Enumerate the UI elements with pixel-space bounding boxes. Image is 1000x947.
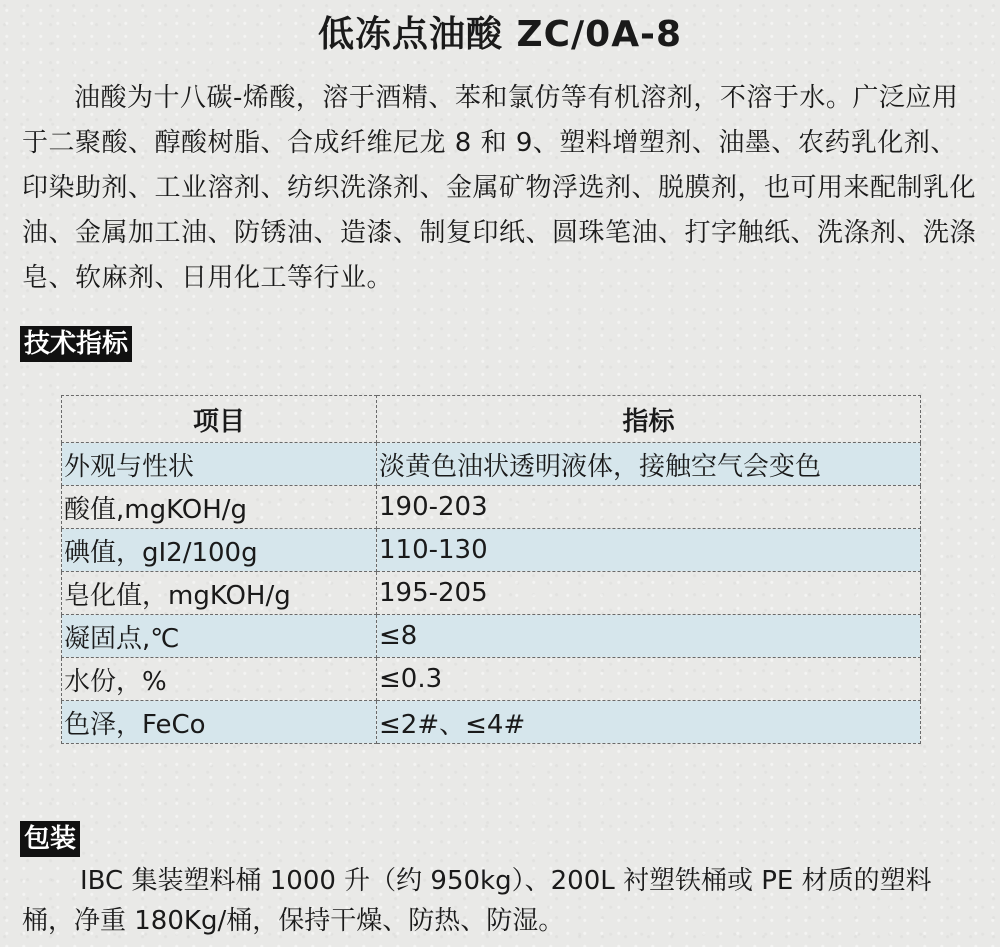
packing-section-label: 包装 bbox=[20, 821, 80, 857]
packing-paragraph: IBC 集装塑料桶 1000 升（约 950kg）、200L 衬塑铁桶或 PE 材质的塑料桶，净重 180Kg/桶，保持干燥、防热、防湿。 bbox=[22, 866, 932, 936]
row-item: 碘值，gI2/100g bbox=[62, 529, 377, 572]
table-row bbox=[62, 443, 921, 486]
table-row bbox=[62, 701, 921, 744]
row-value: 110-130 bbox=[377, 529, 921, 572]
intro-paragraph: 油酸为十八碳-烯酸，溶于酒精、苯和氯仿等有机溶剂，不溶于水。广泛应用于二聚酸、醇酸树脂、合成纤维尼龙 8 和 9、塑料增塑剂、油墨、农药乳化剂、印染助剂、工业溶剂、纺织洗涤剂、金属矿物浮选剂、脱膜剂，也可用来配制乳化油、金属加工油、防锈油、造漆、制复印纸、圆珠笔油、打字触纸、洗涤剂、洗涤皂、软麻剂、日用化工等行业。 bbox=[22, 83, 977, 293]
header-item: 项目 bbox=[62, 396, 377, 443]
spec-table bbox=[61, 395, 921, 744]
row-value: ≤8 bbox=[377, 615, 921, 658]
row-item: 凝固点,℃ bbox=[62, 615, 377, 658]
row-value: ≤2#、≤4# bbox=[377, 701, 921, 744]
row-item: 酸值,mgKOH/g bbox=[62, 486, 377, 529]
table-row bbox=[62, 572, 921, 615]
row-item: 皂化值，mgKOH/g bbox=[62, 572, 377, 615]
row-value: 195-205 bbox=[377, 572, 921, 615]
table-row bbox=[62, 615, 921, 658]
page-title: 低冻点油酸 ZC/0A-8 bbox=[317, 14, 683, 55]
header-value: 指标 bbox=[377, 396, 921, 443]
spec-section-label: 技术指标 bbox=[20, 326, 132, 362]
row-item: 水份，% bbox=[62, 658, 377, 701]
row-item: 色泽，FeCo bbox=[62, 701, 377, 744]
table-row bbox=[62, 486, 921, 529]
row-value: ≤0.3 bbox=[377, 658, 921, 701]
row-value: 190-203 bbox=[377, 486, 921, 529]
table-row bbox=[62, 658, 921, 701]
table-row bbox=[62, 529, 921, 572]
spec-table-header-row bbox=[62, 396, 921, 443]
row-item: 外观与性状 bbox=[62, 443, 377, 486]
row-value: 淡黄色油状透明液体，接触空气会变色 bbox=[377, 443, 921, 486]
